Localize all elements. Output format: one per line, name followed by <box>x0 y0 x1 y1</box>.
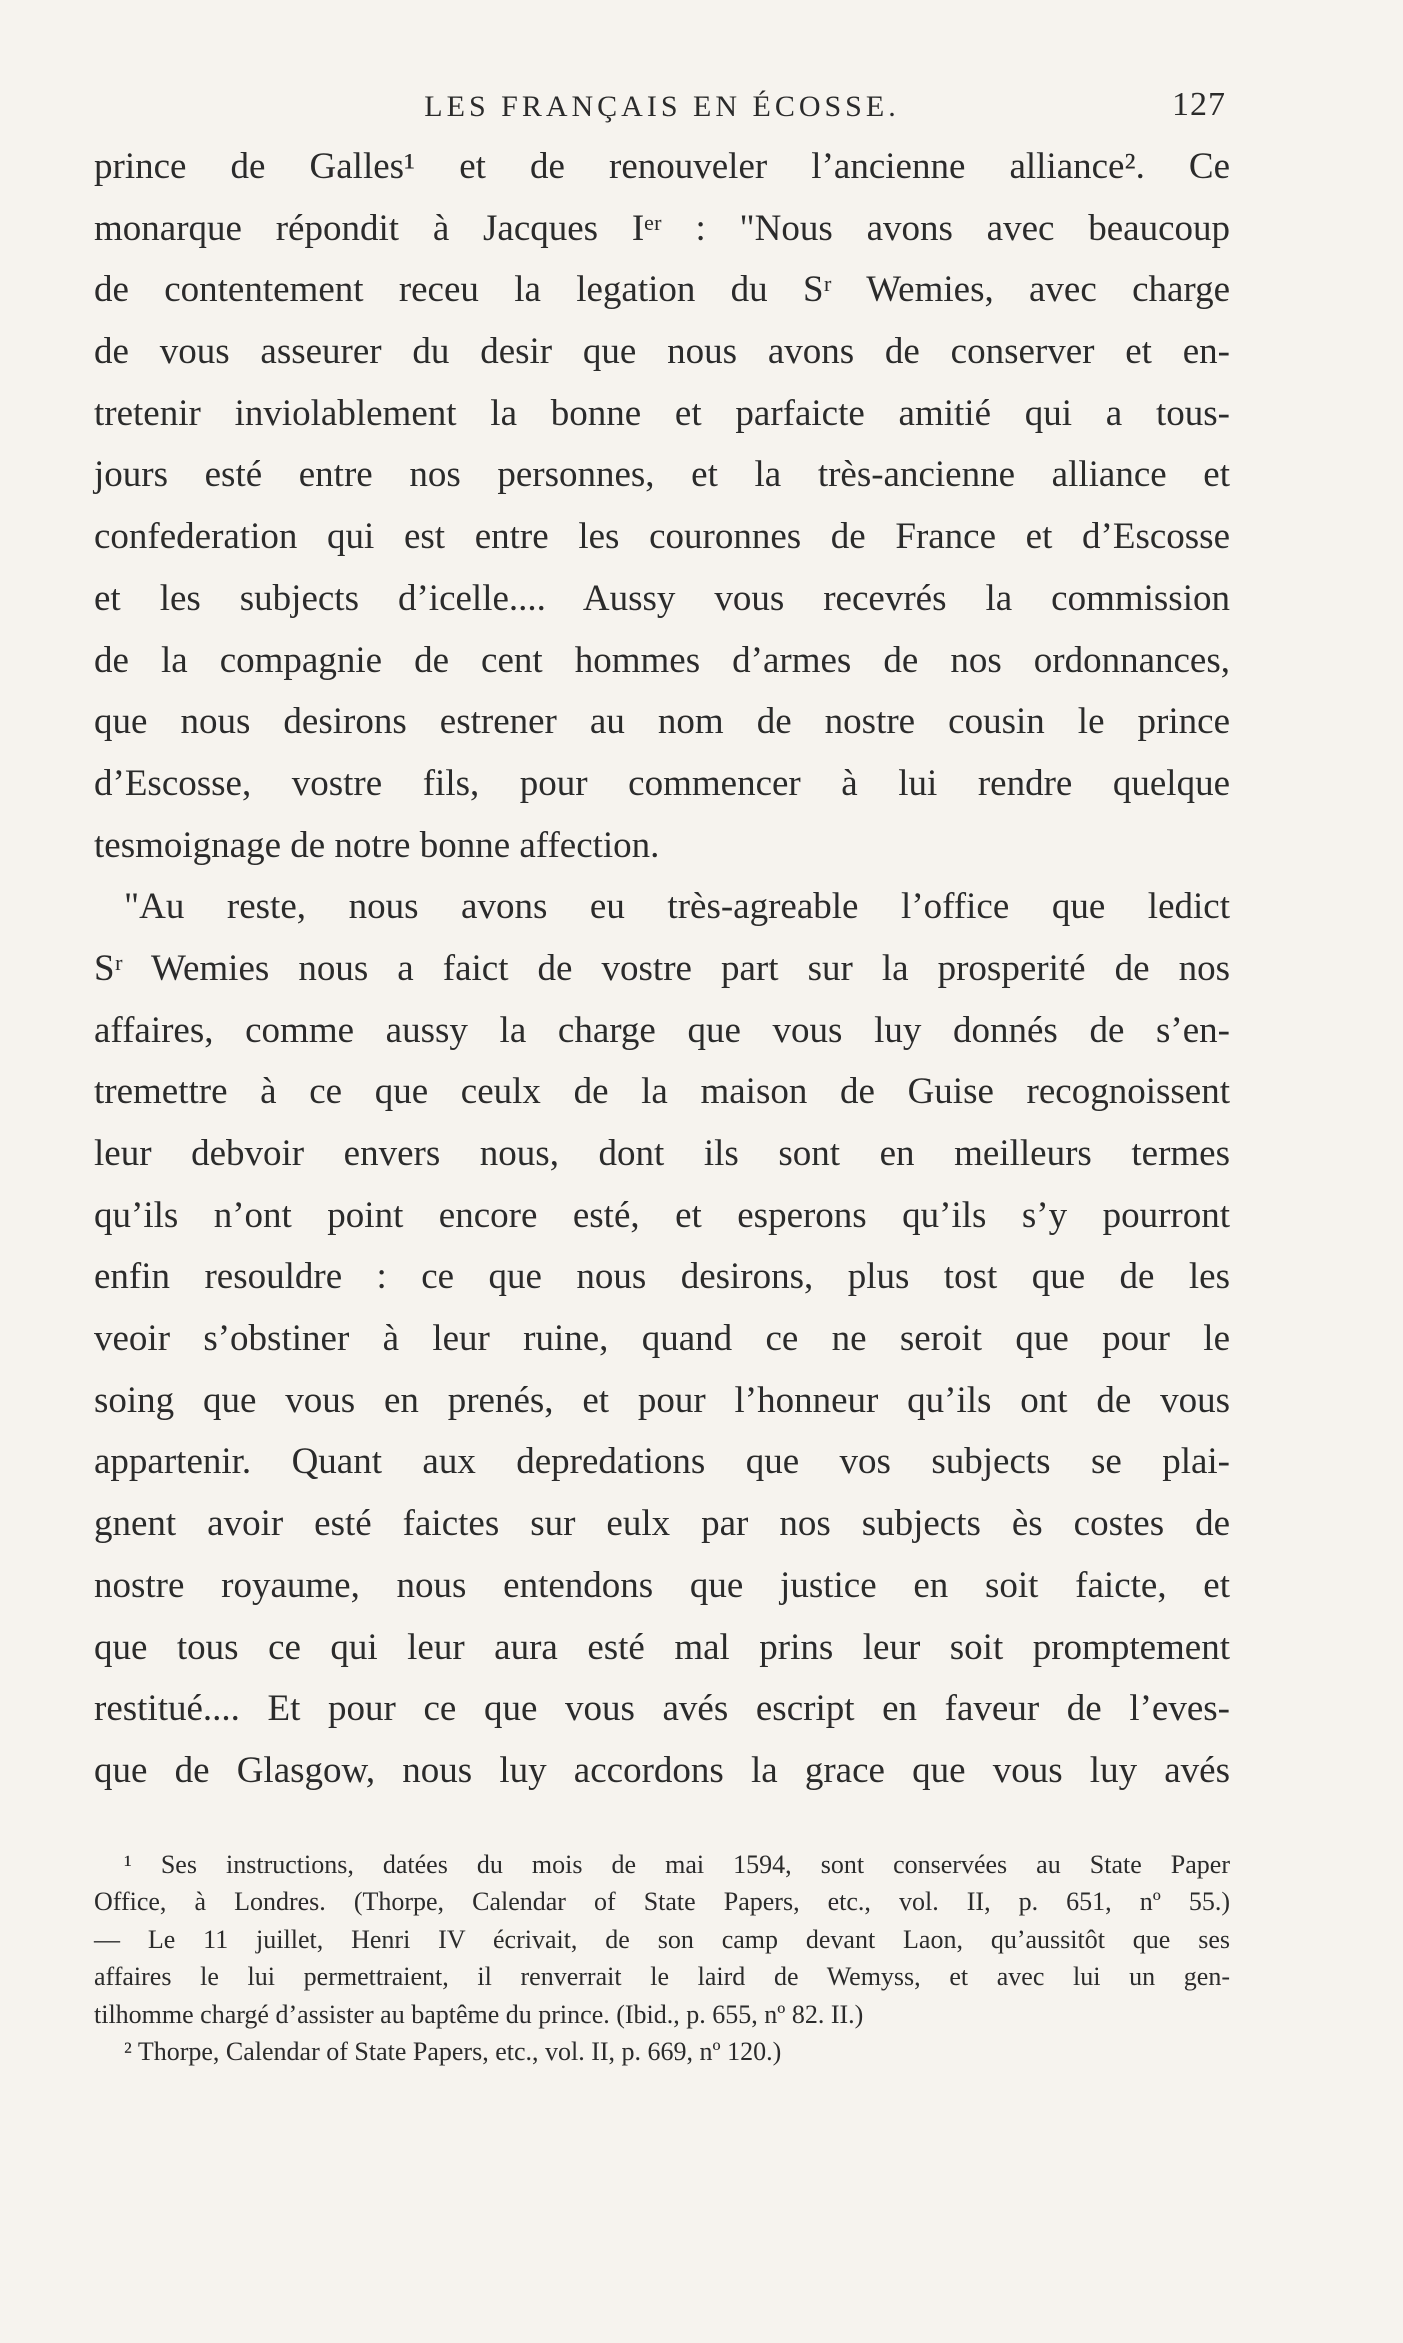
text-line: restitué.... Et pour ce que vous avés escript en faveur de l’eves- <box>94 1688 1230 1730</box>
page-number: 127 <box>1172 86 1226 123</box>
text-line: Sʳ Wemies nous a faict de vostre part sur la prosperité de nos <box>94 947 1230 989</box>
running-head <box>94 84 1230 136</box>
text-line: appartenir. Quant aux depredations que vos subjects se plai- <box>94 1441 1230 1483</box>
text-line: que tous ce qui leur aura esté mal prins leur soit promptement <box>94 1626 1230 1668</box>
text-line: leur debvoir envers nous, dont ils sont en meilleurs termes <box>94 1133 1230 1174</box>
text-line: confederation qui est entre les couronnes de France et d’Escosse <box>94 516 1230 558</box>
text-line: qu’ils n’ont point encore esté, et esperons qu’ils s’y pourront <box>94 1194 1230 1236</box>
body-text <box>94 136 1230 1802</box>
text-line: tesmoignage de notre bonne affection. <box>94 824 660 866</box>
text-line: affaires, comme aussy la charge que vous luy donnés de s’en- <box>94 1009 1230 1051</box>
footnote-line: ¹ Ses instructions, datées du mois de mai 1594, sont conservées au State Paper <box>124 1849 1230 1879</box>
text-line: jours esté entre nos personnes, et la très-ancienne alliance et <box>94 454 1230 496</box>
footnote-line: Office, à Londres. (Thorpe, Calendar of State Papers, etc., vol. II, p. 651, nº 55.) <box>94 1887 1230 1917</box>
footnote-line: ² Thorpe, Calendar of State Papers, etc., vol. II, p. 669, nº 120.) <box>124 2037 782 2067</box>
text-line: de vous asseurer du desir que nous avons de conserver et en- <box>94 331 1230 373</box>
footnote-line: tilhomme chargé d’assister au baptême du prince. (Ibid., p. 655, nº 82. II.) <box>94 1999 864 2029</box>
text-line: de contentement receu la legation du Sʳ Wemies, avec charge <box>94 269 1230 311</box>
text-line: de la compagnie de cent hommes d’armes de nos ordonnances, <box>94 639 1230 681</box>
text-line: "Au reste, nous avons eu très-agreable l’office que ledict <box>124 886 1230 928</box>
book-page <box>94 84 1230 2071</box>
text-line: nostre royaume, nous entendons que justice en soit faicte, et <box>94 1564 1230 1606</box>
text-line: et les subjects d’icelle.... Aussy vous recevrés la commission <box>94 577 1230 619</box>
footnote-line: — Le 11 juillet, Henri IV écrivait, de son camp devant Laon, qu’aussitôt que ses <box>94 1924 1230 1954</box>
text-line: gnent avoir esté faictes sur eulx par nos subjects ès costes de <box>94 1503 1230 1545</box>
text-line: que nous desirons estrener au nom de nostre cousin le prince <box>94 701 1230 743</box>
text-line: enfin resouldre : ce que nous desirons, plus tost que de les <box>94 1256 1230 1298</box>
footnotes <box>94 1846 1230 2071</box>
text-line: d’Escosse, vostre fils, pour commencer à lui rendre quelque <box>94 762 1230 804</box>
text-line: monarque répondit à Jacques Iᵉʳ : "Nous avons avec beaucoup <box>94 207 1230 249</box>
text-line: tretenir inviolablement la bonne et parfaicte amitié qui a tous- <box>94 392 1230 434</box>
text-line: veoir s’obstiner à leur ruine, quand ce ne seroit que pour le <box>94 1318 1230 1360</box>
running-title: LES FRANÇAIS EN ÉCOSSE. <box>424 90 900 123</box>
footnote-line: affaires le lui permettraient, il renverrait le laird de Wemyss, et avec lui un gen- <box>94 1962 1230 1992</box>
text-line: soing que vous en prenés, et pour l’honneur qu’ils ont de vous <box>94 1379 1230 1421</box>
text-line: prince de Galles¹ et de renouveler l’ancienne alliance². Ce <box>94 146 1230 187</box>
text-line: tremettre à ce que ceulx de la maison de Guise recognoissent <box>94 1071 1230 1113</box>
text-line: que de Glasgow, nous luy accordons la grace que vous luy avés <box>94 1749 1230 1791</box>
